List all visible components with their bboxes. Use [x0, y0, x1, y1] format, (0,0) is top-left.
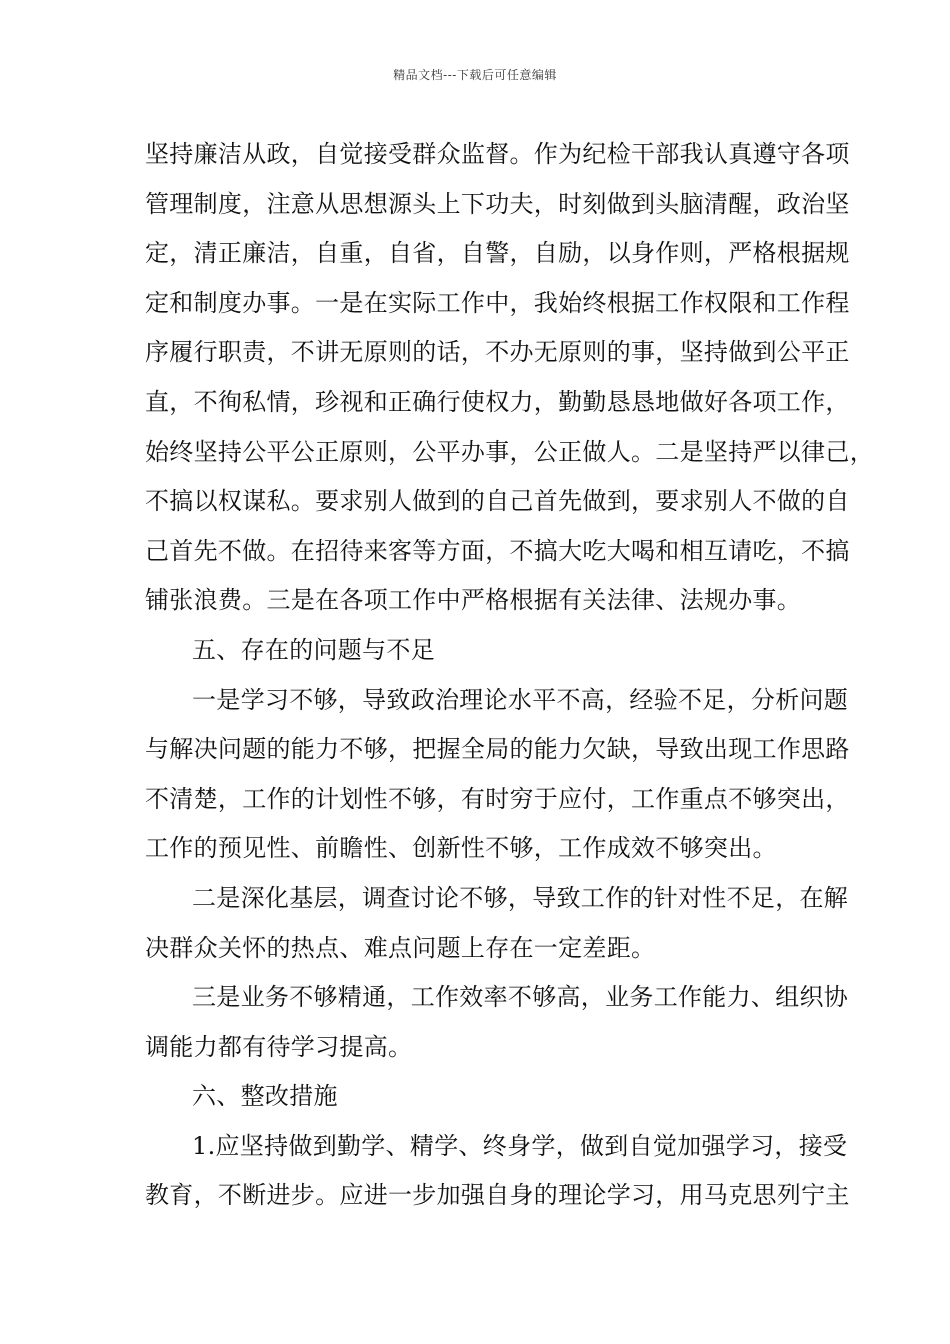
page-header-watermark: 精品文档---下载后可任意编辑 [393, 68, 557, 82]
text-line: 三是业务不够精通，工作效率不够高，业务工作能力、组织协 [192, 983, 849, 1012]
text-line: 教育，不断进步。应进一步加强自身的理论学习，用马克思列宁主 [145, 1181, 850, 1210]
text-line: 始终坚持公平公正原则，公平办事，公正做人。二是坚持严以律己， [145, 437, 874, 466]
text-line: 定，清正廉洁，自重，自省，自警，自励，以身作则，严格根据规 [145, 239, 850, 268]
text-line: 调能力都有待学习提高。 [145, 1032, 413, 1061]
text-line: 工作的预见性、前瞻性、创新性不够，工作成效不够突出。 [145, 834, 777, 863]
text-line: 管理制度，注意从思想源头上下功夫，时刻做到头脑清醒，政治坚 [145, 189, 850, 218]
text-line: 序履行职责，不讲无原则的话，不办无原则的事，坚持做到公平正 [145, 338, 850, 367]
text-line: 1.应坚持做到勤学、精学、终身学，做到自觉加强学习，接受 [192, 1131, 848, 1160]
text-line: 不搞以权谋私。要求别人做到的自己首先做到，要求别人不做的自 [145, 487, 850, 516]
section-heading-measures: 六、整改措施 [192, 1082, 338, 1111]
text-line: 铺张浪费。三是在各项工作中严格根据有关法律、法规办事。 [145, 586, 802, 615]
text-line: 坚持廉洁从政，自觉接受群众监督。作为纪检干部我认真遵守各项 [145, 140, 850, 168]
text-line: 直，不徇私情，珍视和正确行使权力，勤勤恳恳地做好各项工作， [145, 387, 850, 416]
text-line: 一是学习不够，导致政治理论水平不高，经验不足，分析问题 [192, 685, 849, 714]
text-line: 决群众关怀的热点、难点问题上存在一定差距。 [145, 933, 656, 962]
text-line: 二是深化基层，调查讨论不够，导致工作的针对性不足，在解 [192, 883, 849, 912]
section-heading-issues: 五、存在的问题与不足 [192, 635, 435, 664]
text-line: 定和制度办事。一是在实际工作中，我始终根据工作权限和工作程 [145, 288, 850, 317]
document-body [145, 130, 874, 1221]
text-line: 己首先不做。在招待来客等方面，不搞大吃大喝和相互请吃，不搞 [145, 536, 850, 565]
text-line: 与解决问题的能力不够，把握全局的能力欠缺，导致出现工作思路 [145, 735, 850, 764]
text-line: 不清楚，工作的计划性不够，有时穷于应付，工作重点不够突出， [145, 784, 850, 813]
